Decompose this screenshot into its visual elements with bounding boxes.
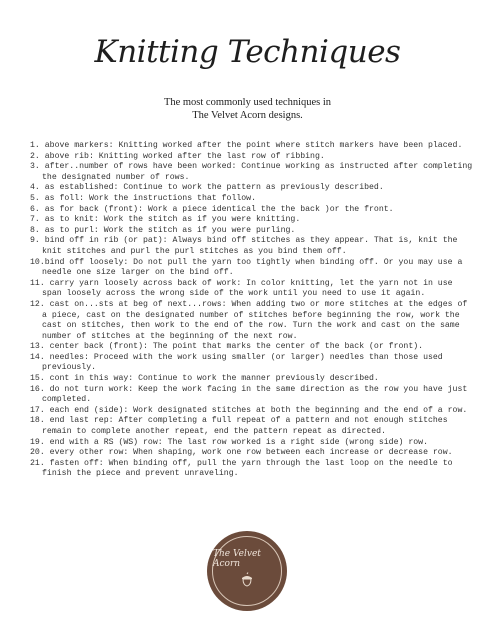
list-item: 13. center back (front): The point that marks the center of the back (or front).	[30, 342, 424, 352]
list-item: 10.bind off loosely: Do not pull the yarn too tightly when binding off. Or you may use a needle one size larger on the bind off.	[30, 257, 463, 278]
list-item: 17. each end (side): Work designated stitches at both the beginning and the end of a row.	[30, 405, 468, 415]
page-title: Knitting Techniques	[94, 34, 401, 70]
list-item: 11. carry yarn loosely across back of work: In color knitting, let the yarn not in use span loosely across the wrong side of the work until you need to use it again.	[30, 278, 453, 299]
list-item: 4. as established: Continue to work the pattern as previously described.	[30, 183, 384, 193]
velvet-acorn-logo	[207, 531, 287, 611]
acorn-icon	[239, 572, 255, 588]
techniques-list	[30, 141, 475, 480]
list-item: 2. above rib: Knitting worked after the last row of ribbing.	[30, 151, 325, 161]
list-item: 21. fasten off: When binding off, pull the yarn through the last loop on the needle to finish the piece and prevent unraveling.	[30, 458, 453, 479]
subtitle-line-1: The most commonly used techniques in	[163, 97, 332, 108]
logo-text: The Velvet Acorn	[213, 548, 261, 569]
list-item: 7. as to knit: Work the stitch as if you were knitting.	[30, 215, 301, 225]
list-item: 16. do not turn work: Keep the work facing in the same direction as the row you have just completed.	[30, 384, 468, 405]
list-item: 5. as foll: Work the instructions that follow.	[30, 193, 257, 203]
list-item: 18. end last rep: After completing a full repeat of a pattern and not enough stitches remain to complete another repeat, end the pattern repeat as directed.	[30, 416, 448, 437]
list-item: 20. every other row: When shaping, work one row between each increase or decrease row.	[30, 448, 453, 458]
subtitle-line-2: The Velvet Acorn designs.	[192, 110, 303, 121]
list-item: 15. cont in this way: Continue to work the manner previously described.	[30, 374, 379, 384]
list-item: 14. needles: Proceed with the work using smaller (or larger) needles than those used previously.	[30, 352, 443, 373]
list-item: 3. after..number of rows have been worked: Continue working as instructed after completing the designated number of rows.	[30, 162, 473, 182]
list-item: 1. above markers: Knitting worked after the point where stitch markers have been placed.	[30, 141, 463, 150]
list-item: 12. cast on...sts at beg of next...rows: When adding two or more stitches at the edges of a piece, cast on the designated number of stitches before beginning the row, work the cast on stitches, then work to the end of the row. Turn the work and cast on the same number of stitches at the beginning of the next row.	[30, 299, 468, 341]
list-item: 9. bind off in rib (or pat): Always bind off stitches as they appear. That is, knit the knit stitches and purl the purl stitches as you bind them off.	[30, 236, 458, 256]
logo-ring	[212, 536, 282, 606]
subtitle	[0, 96, 495, 122]
list-item: 8. as to purl: Work the stitch as if you were purling.	[30, 225, 296, 235]
list-item: 19. end with a RS (WS) row: The last row worked is a right side (wrong side) row.	[30, 437, 428, 447]
list-item: 6. as for back (front): Work a piece identical the the back )or the front.	[30, 204, 394, 214]
